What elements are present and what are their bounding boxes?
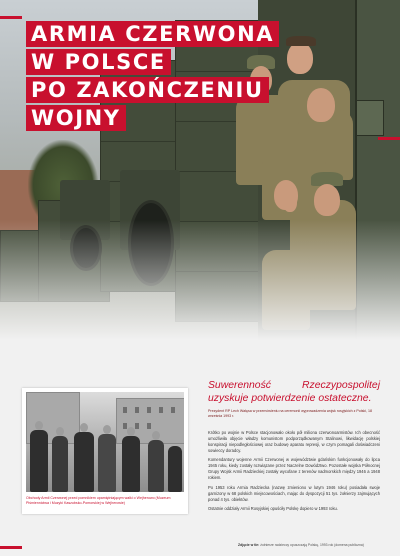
body-paragraph: Krótko po wojnie w Polsce stacjonowało około pół miliona czerwonoarmistów. Ich obecność umożliwiła objęcie władzy komunistom podporządkowanym Stalinowi, likwidację polskiej konspiracji niepodległościowej oraz budowę aparatu represji, w czym pomagali doświadczeni sowieccy doradcy. — [208, 430, 380, 453]
background-photo-credit — [238, 543, 398, 548]
soldier-face — [287, 42, 313, 74]
photo-person-head — [35, 421, 43, 430]
historical-photo — [26, 392, 184, 492]
quote-source: Prezydent RP Lech Wałęsa w przemówieniu na ceremonii wyprowadzenia wojsk rosyjskich z Polski, 18 września 1993 r. — [208, 409, 372, 418]
historical-photo-card — [22, 388, 188, 514]
photo-person — [52, 436, 68, 492]
body-paragraph: Komendantury wojenne Armii Czerwonej w województwie gdańskim funkcjonowały do lipca 1945 roku, kiedy zostały rozwiązane przez Naczelne Dowództwo. Pozostałe wojska Północnej Grupy Wojsk Armii Radzieckiej zostały wycofane z terenów nadmorskich między 1946 a 1948 rokiem. — [208, 457, 380, 481]
footer-accent-bar — [0, 546, 22, 549]
article-body — [208, 430, 380, 516]
body-paragraph: Po 1953 roku Armia Radziecka (nazwę zmieniono w lutym 1946 roku) posiadała swoje garnizony w 68 polskich miejscowościach, mając do dyspozycji 51 tys. żołnierzy zajmujących ponad 4 tys. obiektów. — [208, 484, 380, 502]
soldier-face — [307, 88, 335, 122]
footer-text: żołnierze radzieccy opuszczają Polskę, 1993 rok (domena publiczna) — [260, 543, 364, 547]
photo-person-head — [127, 427, 135, 436]
photo-person — [74, 432, 94, 492]
soldier-cap — [286, 36, 316, 46]
photo-person-head — [152, 431, 160, 440]
body-paragraph: Ostatnie oddziały Armii Rosyjskiej opuściły Polskę dopiero w 1993 roku. — [208, 506, 338, 512]
side-accent-bar — [378, 137, 400, 140]
photo-person — [98, 434, 116, 492]
photo-person-head — [80, 423, 88, 432]
photo-person — [168, 446, 182, 492]
wagon-door-hinge — [356, 100, 384, 136]
photo-person — [30, 430, 48, 492]
footer-label: Zdjęcie w tle: — [238, 543, 260, 547]
pull-quote: Suwerenność Rzeczypospolitej uzyskuje potwierdzenie ostateczne. — [208, 380, 380, 404]
photo-person — [148, 440, 164, 492]
photo-fade-overlay — [0, 220, 400, 340]
title-accent-bar — [0, 16, 22, 19]
page-title-line-2: W POLSCE — [26, 49, 171, 75]
page-title-line-4: WOJNY — [26, 105, 126, 131]
soldier-hand — [283, 192, 297, 212]
page-title-line-3: PO ZAKOŃCZENIU — [26, 77, 269, 103]
page-title-line-1: ARMIA CZERWONA — [26, 21, 279, 47]
soldier-face — [314, 184, 340, 216]
photo-person — [122, 436, 140, 492]
photo-person-head — [56, 427, 64, 436]
photo-person-head — [103, 425, 111, 434]
photo-caption: Obchody Armii Czerwonej przed pomnikiem upamiętniającym walki o Wejherowo (Muzeum Piśmiennictwa i Muzyki Kaszubsko-Pomorskiej w Wejherowie) — [26, 496, 171, 505]
